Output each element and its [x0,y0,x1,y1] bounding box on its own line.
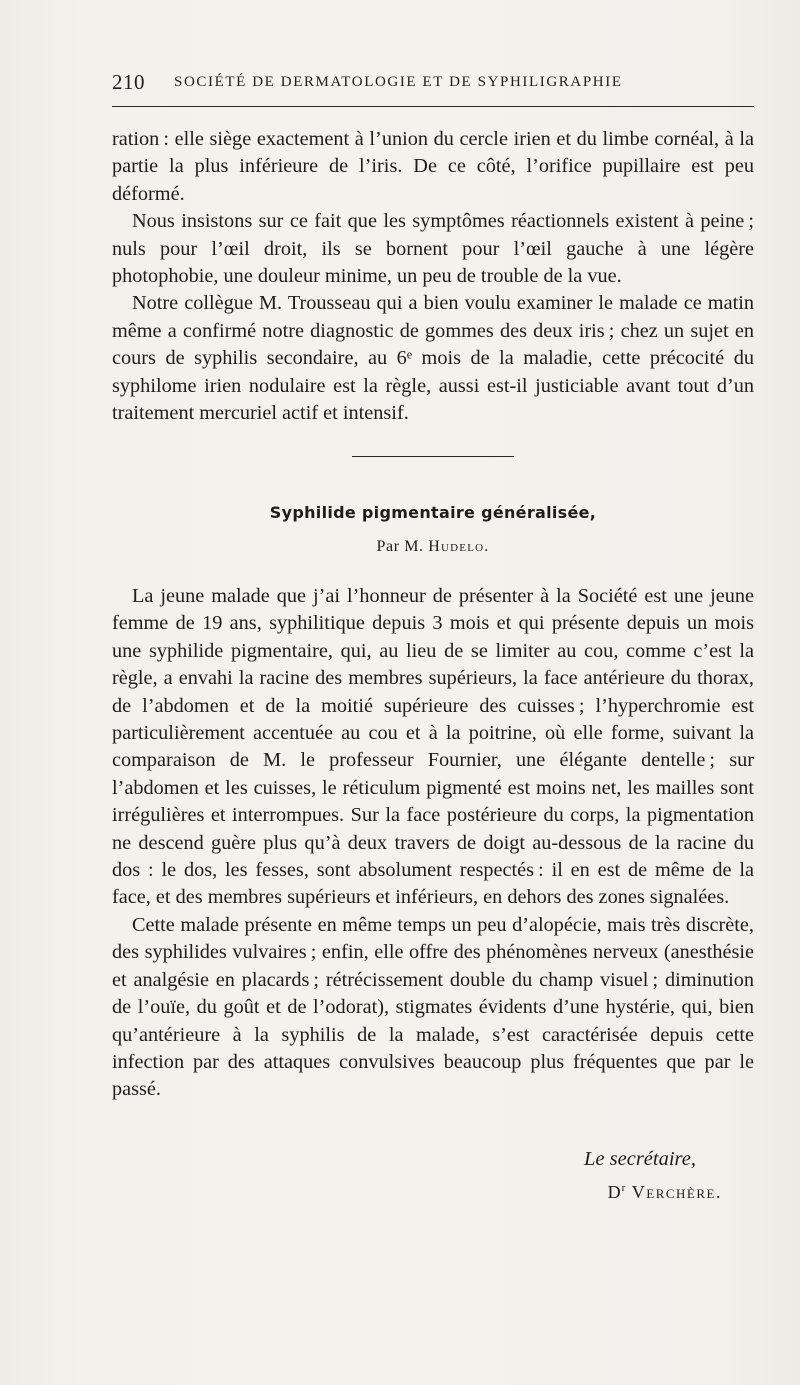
page-number: 210 [112,70,145,94]
section-title: Syphilide pigmentaire généralisée, [269,503,597,522]
running-head: SOCIÉTÉ DE DERMATOLOGIE ET DE SYPHILIGRAPHIE [174,74,623,90]
secretary-name: Verchère. [631,1182,722,1202]
paragraph: Cette malade présente en même temps un peu d’alopécie, mais très discrète, des syphilides vulvaires ; enfin, elle offre des phénomènes nerveux (anesthésie et analgésie en placards ; rétrécissement double du champ visuel ; diminution de l’ouïe, du goût et de l’odorat), stigmates évidents d’une hystérie, qui, bien qu’antérieure à la syphilis de la malade, s’est caractérisée depuis cette infection par des attaques convulsives beaucoup plus fréquentes que par le passé. [112,913,754,1101]
paragraph: ration : elle siège exactement à l’union du cercle irien et du limbe cornéal, à la partie la plus inférieure de l’iris. De ce côté, l’orifice pupillaire est peu déformé. [112,128,754,205]
paragraph: La jeune malade que j’ai l’honneur de présenter à la Société est une jeune femme de 19 ans, syphilitique depuis 3 mois et qui présente depuis un mois une syphilide pigmentaire, qui, au lieu de se limiter au cou, comme c’est la règle, a envahi la racine des membres supérieurs, la face antérieure du thorax, de l’abdomen et de la moitié supérieure des cuisses ; l’hyperchromie est particulièrement accentuée au cou et à la poitrine, où elle forme, suivant la comparaison de M. le professeur Fournier, une élégante dentelle ; sur l’abdomen et les cuisses, le réticulum pigmenté est moins net, les mailles sont irrégulières et interrompues. Sur la face postérieure du corps, la pigmentation ne descend guère plus qu’à deux travers de doigt au-dessous de la racine du dos : le dos, les fesses, sont absolument respectés : il en est de même de la face, et des membres supérieurs et inférieurs, en dehors des zones signalées. [112,585,754,909]
author-name: Hudelo. [428,538,490,555]
header-rule [112,106,754,107]
paragraph: Nous insistons sur ce fait que les symptômes réactionnels existent à peine ; nuls pour l’œil droit, ils se bornent pour l’œil gauche à une légère photophobie, une douleur minime, un peu de trouble de la vue. [112,210,754,288]
byline-prefix: Par M. [376,538,424,555]
signature-role: Le secrétaire, [584,1148,696,1170]
text-block-article [112,583,754,1104]
signature-name [112,1182,722,1203]
author-byline [112,538,754,556]
section-divider [352,456,514,457]
title-superscript: r [621,1182,627,1194]
paragraph: Notre collègue M. Trousseau qui a bien voulu examiner le malade ce matin même a confirmé notre diagnostic de gommes des deux iris ; chez un sujet en cours de syphilis secondaire, au 6ᵉ mois de la maladie, cette précocité du syphilome irien nodulaire est la règle, aussi est-il justiciable avant tout d’un traitement mercuriel actif et intensif. [112,292,754,425]
page-header [112,70,754,98]
title-prefix: D [607,1182,622,1202]
text-block-continuation [112,126,754,427]
